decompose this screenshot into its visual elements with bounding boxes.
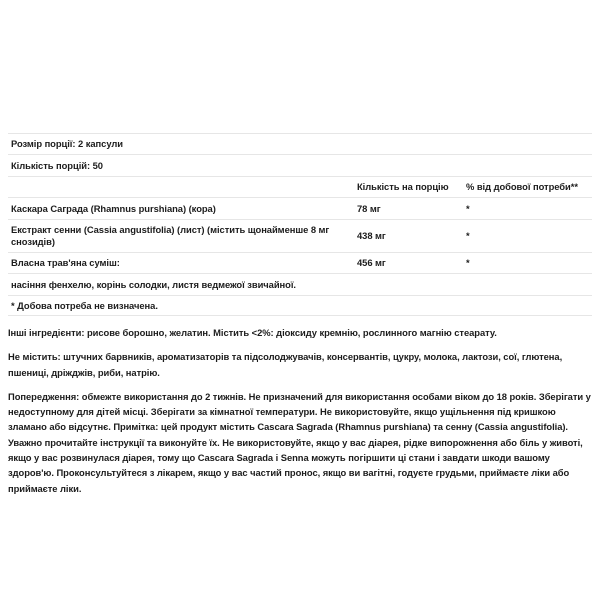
ingredient-amount: 456 мг	[357, 257, 386, 268]
table-header-row	[8, 176, 592, 197]
ingredient-daily-value: *	[466, 257, 470, 268]
ingredient-daily-value: *	[466, 230, 470, 241]
ingredient-amount: 438 мг	[357, 230, 386, 241]
ingredient-daily-value: *	[466, 202, 470, 214]
ingredient-name: Екстракт сенни (Cassia angustifolia) (лист) (містить щонайменше 8 мг снозидів)	[11, 224, 330, 247]
daily-value-footnote: * Добова потреба не визначена.	[11, 299, 158, 311]
warning-text: Попередження: обмежте використання до 2 тижнів. Не призначений для використання особами віком до 18 років. Зберігати у недоступному для дітей місці. Зберігати за кімнатної температури. Не використовуйте, якщо ущільнення під кришкою зламано або відсутнє. Примітка: цей продукт містить Cascara Sagrada (Rhamnus purshiana) та сенну (Cassia angustifolia). Уважно прочитайте інструкції та виконуйте їх. Не використовуйте, якщо у вас діарея, рідке випорожнення або біль у животі, якщо у вас розвинулася діарея, тому що Cascara Sagrada і Senna можуть погіршити ці стани і завдати шкоди вашому здоров'ю. Проконсультуйтеся з лікарем, якщо у вас частий пронос, якщо ви вагітні, годуєте грудьми, приймаєте ліки або приймаєте ліки.	[8, 390, 591, 494]
ingredient-name: Власна трав'яна суміш:	[11, 257, 120, 268]
blend-contents: насіння фенхелю, корінь солодки, листя ведмежої звичайної.	[11, 278, 296, 290]
ingredient-amount: 78 мг	[357, 202, 381, 214]
servings-per-container-row	[8, 154, 592, 176]
servings-per-container: Кількість порцій: 50	[11, 159, 103, 171]
blend-contents-row	[8, 273, 592, 295]
header-amount-per-serving: Кількість на порцію	[357, 181, 449, 192]
other-ingredients: Інші інгредієнти: рисове борошно, желатин. Містить <2%: діоксиду кремнію, рослинного магнію стеарату.	[8, 327, 497, 338]
footnote-row	[8, 295, 592, 316]
ingredient-name: Каскара Саграда (Rhamnus purshiana) (кора)	[11, 202, 216, 214]
table-row	[8, 252, 592, 273]
table-row	[8, 197, 592, 219]
serving-size: Розмір порції: 2 капсули	[11, 138, 123, 149]
table-row	[8, 219, 592, 252]
header-daily-value: % від добової потреби**	[466, 181, 578, 192]
does-not-contain: Не містить: штучних барвників, ароматизаторів та підсолоджувачів, консервантів, цукру, молока, лактози, сої, глютена, пшениці, дріжджів, риби, натрію.	[8, 351, 563, 378]
product-notes	[8, 325, 594, 505]
supplement-facts-table	[8, 133, 592, 316]
serving-size-row	[8, 133, 592, 154]
